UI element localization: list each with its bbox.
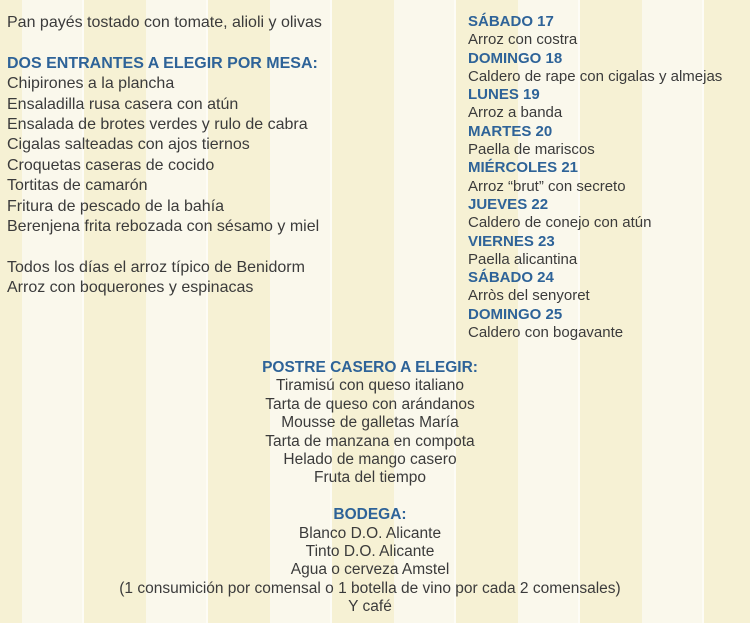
entrante-item: Berenjena frita rebozada con sésamo y miel (7, 218, 320, 236)
entrante-item: Ensaladilla rusa casera con atún (7, 95, 239, 113)
day-label: JUEVES 22 (468, 195, 549, 213)
dessert-bodega-column (0, 359, 740, 617)
day-dish: Arroz a banda (468, 104, 563, 122)
bodega-item: (1 consumición por comensal o 1 botella de vino por cada 2 comensales) (119, 579, 621, 597)
entrante-item: Croquetas caseras de cocido (7, 156, 215, 174)
day-label: SÁBADO 17 (468, 13, 554, 30)
bodega-item: Blanco D.O. Alicante (298, 524, 442, 542)
day-dish: Paella alicantina (468, 250, 578, 268)
bodega-item: Y café (348, 598, 392, 616)
dessert-heading: POSTRE CASERO A ELEGIR: (262, 359, 478, 376)
entrante-item: Ensalada de brotes verdes y rulo de cabra (7, 116, 308, 134)
dessert-item: Fruta del tiempo (314, 469, 426, 487)
daily-note-line: Arroz con boquerones y espinacas (7, 279, 254, 297)
entrante-item: Tortitas de camarón (7, 177, 148, 195)
intro-line: Pan payés tostado con tomate, alioli y olivas (7, 14, 322, 31)
day-label: MARTES 20 (468, 122, 553, 140)
entrante-item: Fritura de pescado de la bahía (7, 197, 225, 215)
day-dish: Arroz “brut” con secreto (468, 177, 626, 195)
day-label: LUNES 19 (468, 86, 540, 104)
daily-dishes-column (468, 13, 722, 342)
bodega-heading: BODEGA: (333, 506, 407, 524)
dessert-item: Mousse de galletas María (281, 414, 459, 432)
dessert-item: Tarta de manzana en compota (265, 432, 475, 450)
dessert-item: Tarta de queso con arándanos (265, 395, 475, 413)
day-dish: Arroz con costra (468, 31, 578, 49)
day-label: VIERNES 23 (468, 232, 555, 250)
entrante-item: Chipirones a la plancha (7, 75, 175, 93)
entrantes-heading: DOS ENTRANTES A ELEGIR POR MESA: (7, 54, 318, 72)
dessert-item: Helado de mango casero (283, 451, 457, 469)
day-dish: Caldero de rape con cigalas y almejas (468, 67, 723, 85)
spacer (7, 33, 322, 53)
daily-note-line: Todos los días el arroz típico de Benidorm (7, 258, 305, 276)
dessert-item: Tiramisú con queso italiano (275, 377, 465, 395)
day-label: DOMINGO 25 (468, 305, 563, 323)
entrantes-column (7, 13, 322, 299)
spacer (0, 488, 740, 506)
bodega-item: Tinto D.O. Alicante (305, 543, 435, 561)
bodega-item: Agua o cerveza Amstel (290, 561, 450, 579)
day-dish: Paella de mariscos (468, 141, 595, 159)
day-dish: Arròs del senyoret (468, 287, 590, 305)
day-dish: Caldero de conejo con atún (468, 214, 652, 232)
entrante-item: Cigalas salteadas con ajos tiernos (7, 136, 250, 154)
day-dish: Caldero con bogavante (468, 324, 624, 342)
day-label: SÁBADO 24 (468, 269, 554, 287)
day-label: MIÉRCOLES 21 (468, 159, 579, 177)
day-label: DOMINGO 18 (468, 49, 563, 67)
spacer (7, 237, 322, 257)
